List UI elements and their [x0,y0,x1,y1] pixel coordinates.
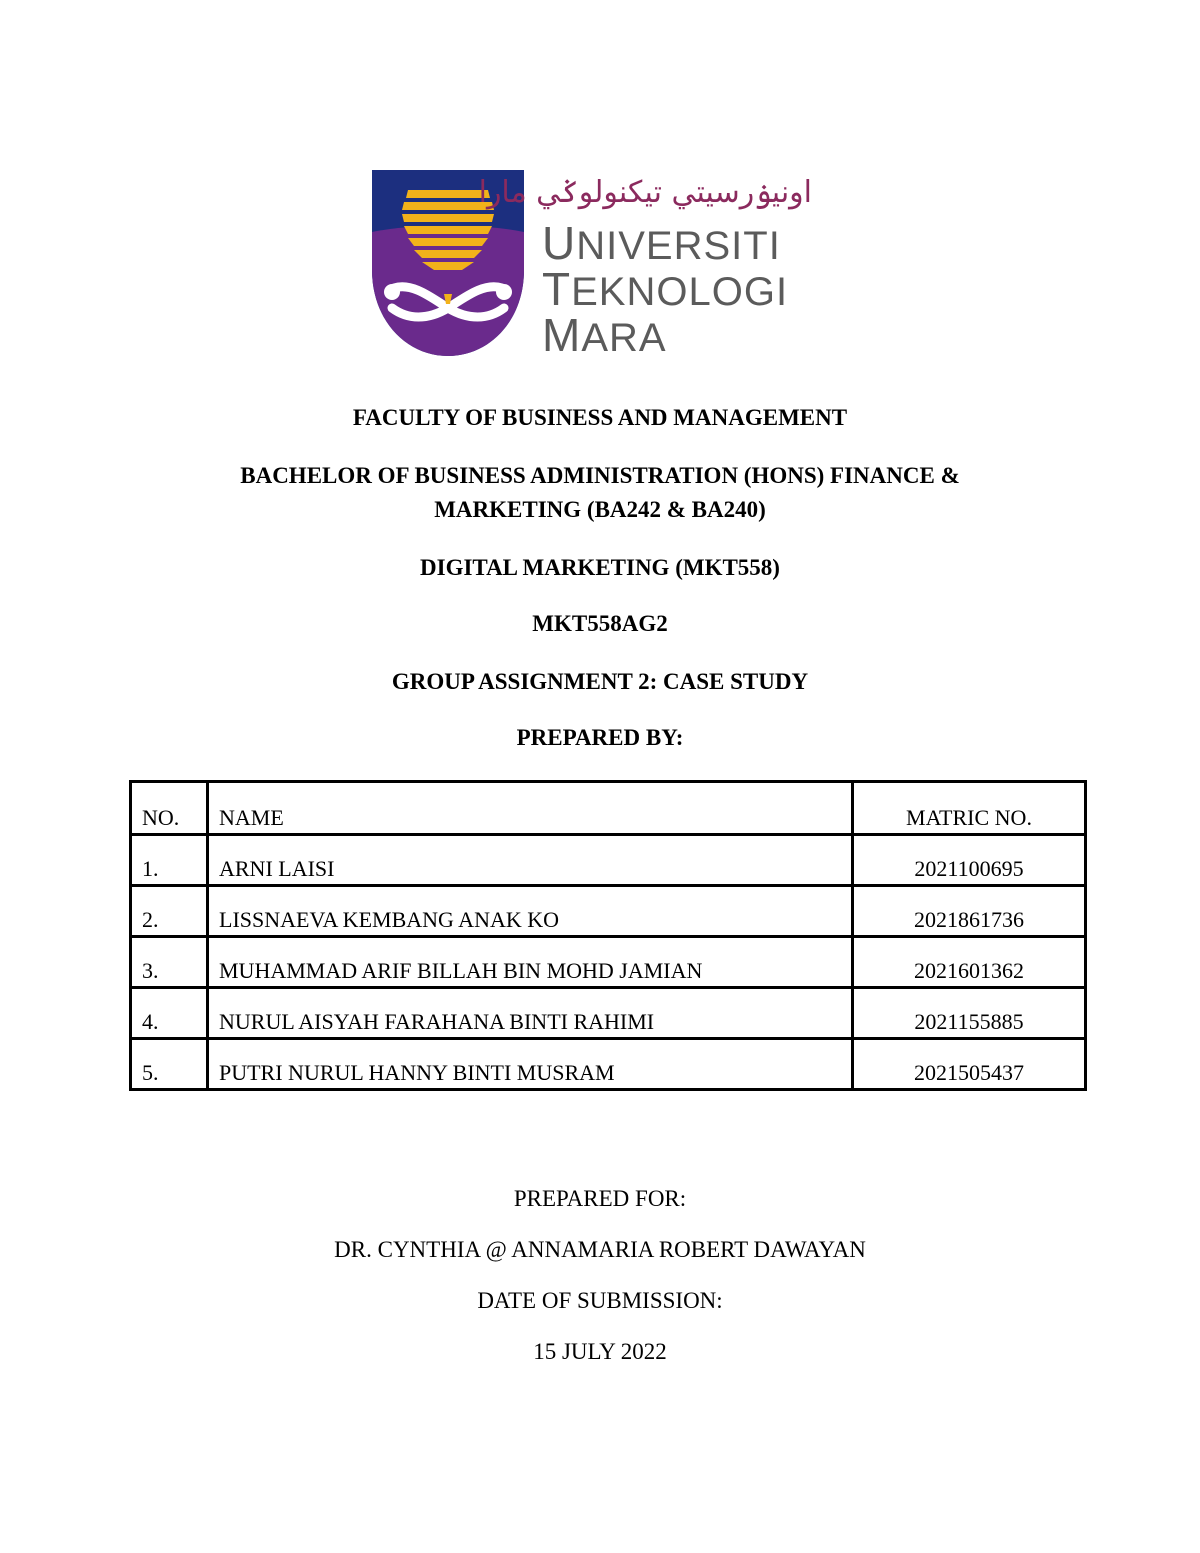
row-no: 5. [131,1039,208,1090]
logo-word-teknologi [542,263,789,315]
table-row [131,1039,1086,1090]
row-no: 3. [131,937,208,988]
row-name: LISSNAEVA KEMBANG ANAK KO [208,886,853,937]
prepared-by-label: PREPARED BY: [516,725,684,750]
course-title: DIGITAL MARKETING (MKT558) [420,555,780,580]
lecturer-name: DR. CYNTHIA @ ANNAMARIA ROBERT DAWAYAN [334,1237,866,1262]
faculty-title: FACULTY OF BUSINESS AND MANAGEMENT [352,405,848,430]
program-title-line2: MARKETING (BA242 & BA240) [434,497,766,522]
table-row [131,937,1086,988]
logo-initial: U [542,217,577,269]
header-matric: MATRIC NO. [853,782,1086,835]
table-row [131,835,1086,886]
logo-initial: T [542,263,572,315]
row-matric: 2021601362 [853,937,1086,988]
table-row [131,886,1086,937]
table-header-row [131,782,1086,835]
submission-date-label: DATE OF SUBMISSION: [477,1288,723,1313]
members-table [129,780,1087,1091]
row-name: PUTRI NURUL HANNY BINTI MUSRAM [208,1039,853,1090]
row-matric: 2021861736 [853,886,1086,937]
logo-arabic-name: اونيۏرسيتي تيکنولوݢي مارا [478,175,812,210]
logo-word-universiti [542,217,781,269]
header-name: NAME [208,782,853,835]
program-title-line1: BACHELOR OF BUSINESS ADMINISTRATION (HONS) FINANCE & [240,463,960,488]
university-logo [372,170,812,360]
row-no: 2. [131,886,208,937]
submission-date: 15 JULY 2022 [533,1339,667,1364]
logo-word-mara [542,309,667,361]
assignment-title: GROUP ASSIGNMENT 2: CASE STUDY [391,669,809,694]
header-no: NO. [131,782,208,835]
row-matric: 2021505437 [853,1039,1086,1090]
logo-rest: NIVERSITI [576,224,781,268]
row-matric: 2021100695 [853,835,1086,886]
group-code: MKT558AG2 [532,611,668,636]
logo-rest: ARA [581,316,667,360]
logo-rest: EKNOLOGI [571,270,789,314]
row-name: MUHAMMAD ARIF BILLAH BIN MOHD JAMIAN [208,937,853,988]
row-no: 4. [131,988,208,1039]
table-row [131,988,1086,1039]
row-name: ARNI LAISI [208,835,853,886]
logo-initial: M [542,309,582,361]
row-name: NURUL AISYAH FARAHANA BINTI RAHIMI [208,988,853,1039]
prepared-for-label: PREPARED FOR: [513,1186,687,1211]
row-no: 1. [131,835,208,886]
row-matric: 2021155885 [853,988,1086,1039]
